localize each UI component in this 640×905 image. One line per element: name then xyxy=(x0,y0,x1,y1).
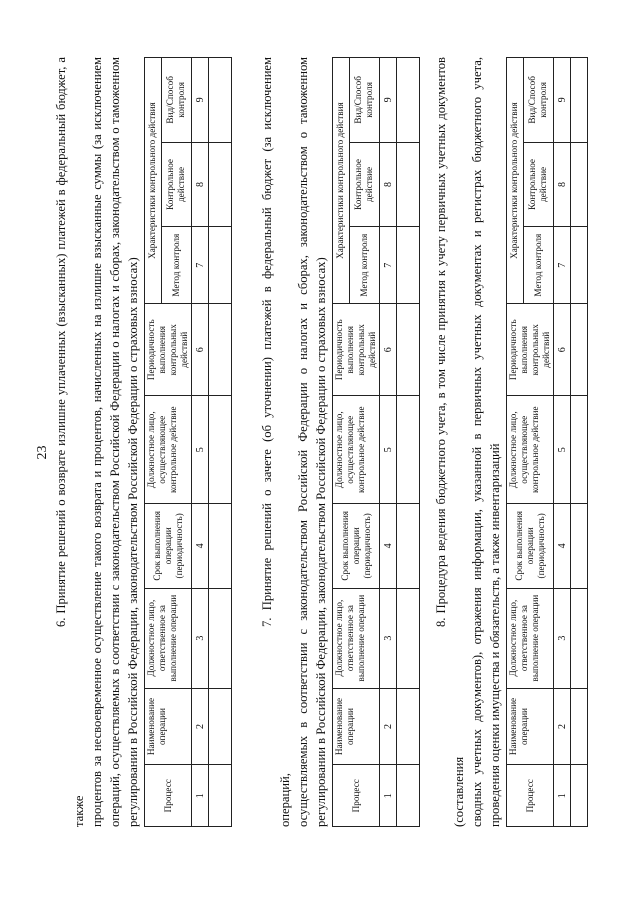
empty-cell xyxy=(397,504,420,589)
col-number: 1 xyxy=(380,765,397,827)
table-row xyxy=(571,58,588,827)
table-header-row xyxy=(333,58,350,827)
col-number: 5 xyxy=(554,396,571,504)
header-process: Процесс xyxy=(507,765,554,827)
header-method: Метод контроля xyxy=(349,227,379,304)
header-operation-name: Наименование операции xyxy=(507,688,554,765)
col-number: 3 xyxy=(554,588,571,688)
section-8-text xyxy=(432,57,504,827)
col-number: 4 xyxy=(192,504,209,589)
col-number: 6 xyxy=(380,304,397,396)
col-number: 3 xyxy=(192,588,209,688)
table-number-row xyxy=(192,58,209,827)
section-8-body: сводных учетных документов), отражения информации, указанной в первичных учетных документах и регистрах бюджетного учета, проведения оценки имущества и обязательств, а также инвентаризаций xyxy=(470,57,502,827)
col-number: 7 xyxy=(380,227,397,304)
empty-cell xyxy=(209,304,232,396)
header-responsible: Должностное лицо, ответственное за выполнение операции xyxy=(507,588,554,688)
col-number: 3 xyxy=(380,588,397,688)
header-control-type: Вид/Способ контроля xyxy=(523,58,553,143)
header-controller: Должностное лицо, осуществляющее контрольное действие xyxy=(507,396,554,504)
header-responsible: Должностное лицо, ответственное за выполнение операции xyxy=(333,588,380,688)
empty-cell xyxy=(571,142,588,227)
control-table-6 xyxy=(144,57,232,827)
header-deadline: Срок выполнения операции (периодичность) xyxy=(333,504,380,589)
section-8-title: 8. Процедура ведения бюджетного учета, в том числе принятия к учету первичных учетных документов (составления xyxy=(434,57,466,827)
empty-cell xyxy=(571,688,588,765)
col-number: 6 xyxy=(554,304,571,396)
empty-cell xyxy=(209,227,232,304)
header-responsible: Должностное лицо, ответственное за выполнение операции xyxy=(145,588,192,688)
header-control-action: Контрольное действие xyxy=(161,142,191,227)
section-7 xyxy=(258,57,420,827)
empty-cell xyxy=(397,227,420,304)
col-number: 7 xyxy=(554,227,571,304)
section-6 xyxy=(52,57,232,827)
header-operation-name: Наименование операции xyxy=(145,688,192,765)
empty-cell xyxy=(571,765,588,827)
empty-cell xyxy=(209,688,232,765)
header-periodicity: Периодичность выполнения контрольных действий xyxy=(507,304,554,396)
header-controller: Должностное лицо, осуществляющее контрольное действие xyxy=(333,396,380,504)
col-number: 1 xyxy=(192,765,209,827)
empty-cell xyxy=(397,58,420,143)
empty-cell xyxy=(397,304,420,396)
table-number-row xyxy=(554,58,571,827)
header-control-type: Вид/Способ контроля xyxy=(349,58,379,143)
header-deadline: Срок выполнения операции (периодичность) xyxy=(507,504,554,589)
empty-cell xyxy=(397,765,420,827)
col-number: 9 xyxy=(554,58,571,143)
col-number: 8 xyxy=(192,142,209,227)
header-control-type: Вид/Способ контроля xyxy=(161,58,191,143)
header-operation-name: Наименование операции xyxy=(333,688,380,765)
empty-cell xyxy=(209,588,232,688)
section-6-title: 6. Принятие решений о возврате излишне уплаченных (взысканных) платежей в федеральный бюджет, а также xyxy=(54,57,86,827)
header-periodicity: Периодичность выполнения контрольных действий xyxy=(145,304,192,396)
empty-cell xyxy=(571,588,588,688)
header-method: Метод контроля xyxy=(161,227,191,304)
header-control-action: Контрольное действие xyxy=(523,142,553,227)
header-controller: Должностное лицо, осуществляющее контрольное действие xyxy=(145,396,192,504)
section-6-body: процентов за несвоевременное осуществление такого возврата и процентов, начисленных на излишне взысканные суммы (за исключением операций, осуществляемых в соответствии с законодательством Российской Федерации о налогах и сборах, законодательством о таможенном регулировании в Российской Федерации, законодательством Российской Федерации о страховых взносах) xyxy=(90,57,140,827)
header-process: Процесс xyxy=(333,765,380,827)
table-number-row xyxy=(380,58,397,827)
empty-cell xyxy=(571,58,588,143)
header-process: Процесс xyxy=(145,765,192,827)
header-characteristics: Характеристики контрольного действия xyxy=(333,58,350,304)
control-table-7 xyxy=(332,57,420,827)
empty-cell xyxy=(209,142,232,227)
col-number: 5 xyxy=(380,396,397,504)
section-8 xyxy=(432,57,588,827)
empty-cell xyxy=(397,588,420,688)
header-characteristics: Характеристики контрольного действия xyxy=(507,58,524,304)
section-7-text xyxy=(258,57,330,827)
empty-cell xyxy=(209,765,232,827)
table-header-row xyxy=(145,58,162,827)
empty-cell xyxy=(571,504,588,589)
empty-cell xyxy=(397,688,420,765)
empty-cell xyxy=(397,142,420,227)
table-row xyxy=(397,58,420,827)
col-number: 2 xyxy=(554,688,571,765)
col-number: 9 xyxy=(380,58,397,143)
col-number: 2 xyxy=(192,688,209,765)
col-number: 8 xyxy=(380,142,397,227)
col-number: 2 xyxy=(380,688,397,765)
section-7-title: 7. Принятие решений о зачете (об уточнении) платежей в федеральный бюджет (за исключением операций, xyxy=(260,57,292,827)
col-number: 1 xyxy=(554,765,571,827)
header-method: Метод контроля xyxy=(523,227,553,304)
col-number: 5 xyxy=(192,396,209,504)
empty-cell xyxy=(571,396,588,504)
empty-cell xyxy=(571,304,588,396)
control-table-8 xyxy=(506,57,588,827)
empty-cell xyxy=(397,396,420,504)
section-6-text xyxy=(52,57,142,827)
empty-cell xyxy=(571,227,588,304)
header-periodicity: Периодичность выполнения контрольных действий xyxy=(333,304,380,396)
header-control-action: Контрольное действие xyxy=(349,142,379,227)
header-characteristics: Характеристики контрольного действия xyxy=(145,58,162,304)
col-number: 4 xyxy=(554,504,571,589)
page-number: 23 xyxy=(35,445,50,460)
col-number: 4 xyxy=(380,504,397,589)
section-7-body: осуществляемых в соответствии с законодательством Российской Федерации о налогах и сборах, законодательством о таможенном регулировании в Российской Федерации, законодательством Российской Федерации о страховых взносах) xyxy=(296,57,328,827)
col-number: 9 xyxy=(192,58,209,143)
col-number: 8 xyxy=(554,142,571,227)
col-number: 6 xyxy=(192,304,209,396)
empty-cell xyxy=(209,58,232,143)
empty-cell xyxy=(209,396,232,504)
table-row xyxy=(209,58,232,827)
col-number: 7 xyxy=(192,227,209,304)
header-deadline: Срок выполнения операции (периодичность) xyxy=(145,504,192,589)
empty-cell xyxy=(209,504,232,589)
table-header-row xyxy=(507,58,524,827)
